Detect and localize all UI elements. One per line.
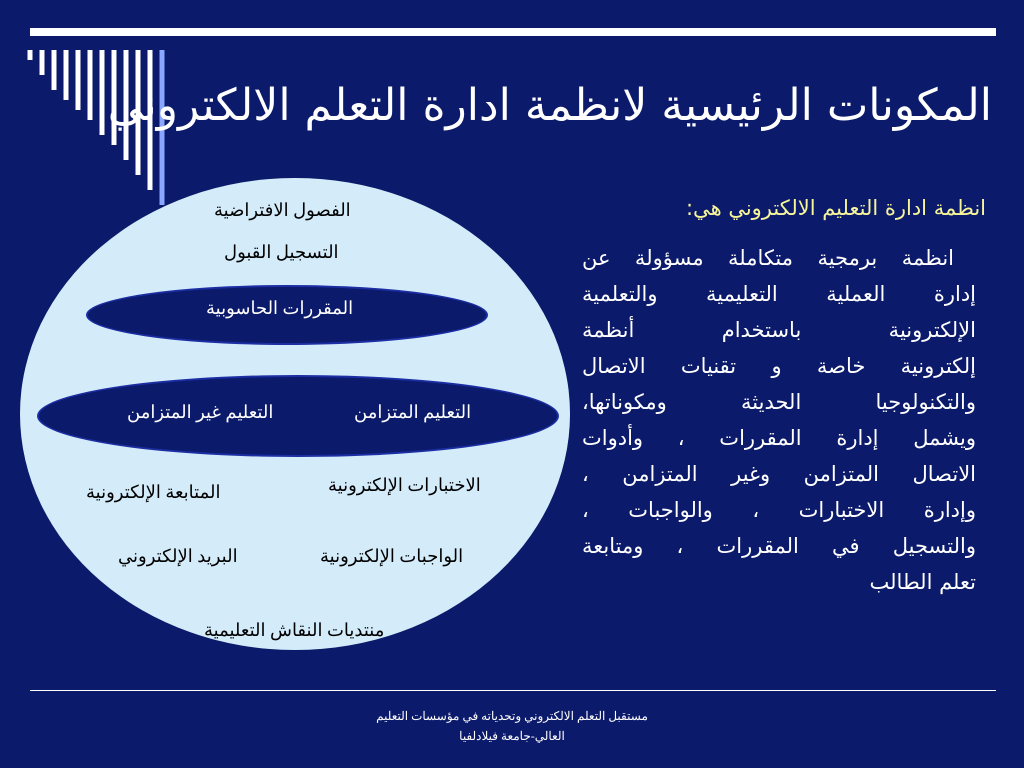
paragraph-line: الإلكترونية باستخدام أنظمة (582, 318, 976, 342)
label-registration: التسجيل القبول (224, 242, 339, 262)
footer (312, 706, 712, 746)
paragraph-line: والتسجيل في المقررات ، ومتابعة (582, 534, 976, 558)
label-async-learning: التعليم غير المتزامن (127, 402, 274, 422)
footer-divider (30, 690, 996, 691)
definition-heading: انظمة ادارة التعليم الالكتروني هي: (685, 196, 986, 220)
footer-line-1: مستقبل التعلم الالكتروني وتحدياته في مؤسسات التعليم (376, 709, 648, 723)
footer-line-2: العالي-جامعة فيلادلفيا (459, 729, 565, 743)
label-e-followup: المتابعة الإلكترونية (86, 482, 221, 502)
paragraph-line: ويشمل إدارة المقررات ، وأدوات (582, 426, 976, 450)
paragraph-line: وإدارة الاختبارات ، والواجبات ، (582, 498, 976, 522)
paragraph-line: تعلم الطالب (869, 570, 976, 594)
paragraph-line: انظمة برمجية متكاملة مسؤولة عن (582, 246, 954, 270)
label-computer-courses: المقررات الحاسوبية (206, 298, 354, 318)
label-e-mail: البريد الإلكتروني (118, 546, 238, 566)
label-sync-learning: التعليم المتزامن (354, 402, 472, 422)
label-e-homework: الواجبات الإلكترونية (320, 546, 464, 566)
paragraph-line: الاتصال المتزامن وغير المتزامن ، (582, 462, 976, 486)
definition-paragraph (582, 240, 976, 600)
label-e-tests: الاختبارات الإلكترونية (328, 475, 481, 495)
learning-modes-ellipse (37, 375, 559, 457)
paragraph-line: والتكنولوجيا الحديثة ومكوناتها، (582, 390, 976, 414)
label-forums: منتديات النقاش التعليمية (204, 620, 385, 640)
paragraph-line: إدارة العملية التعليمية والتعلمية (582, 282, 976, 306)
paragraph-line: إلكترونية خاصة و تقنيات الاتصال (582, 354, 976, 378)
slide-title: المكونات الرئيسية لانظمة ادارة التعلم الالكتروني (107, 80, 992, 131)
label-virtual-classes: الفصول الافتراضية (214, 200, 351, 220)
